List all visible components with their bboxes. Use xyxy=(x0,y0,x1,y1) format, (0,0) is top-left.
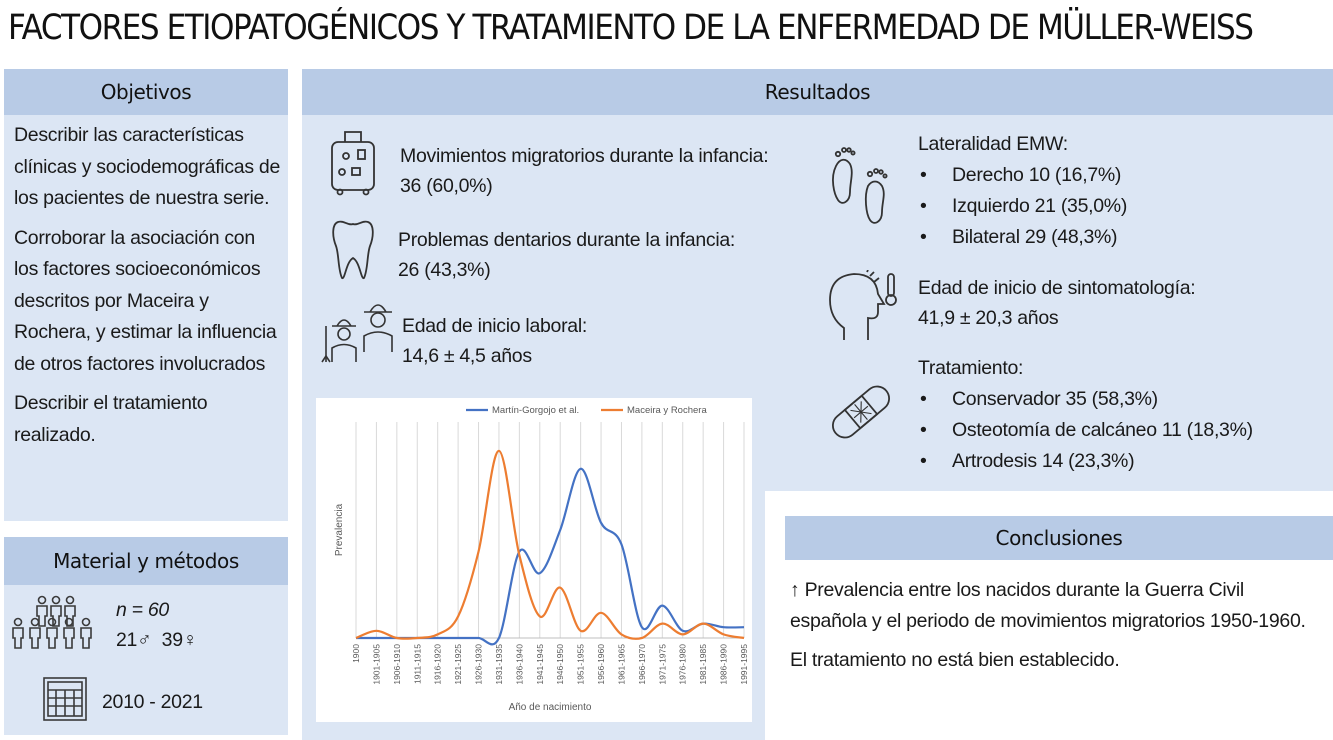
x-tick-label: 1921-1925 xyxy=(453,644,464,685)
objetivos-header: Objetivos xyxy=(4,69,288,115)
dental-label: Problemas dentarios durante la infancia: xyxy=(398,229,736,251)
x-tick-label: 1991-1995 xyxy=(739,644,749,685)
lateralidad-item: • Derecho 10 (16,7%) xyxy=(918,160,1127,191)
x-axis-title: Año de nacimiento xyxy=(508,702,592,713)
series-line-martin-gorgojo xyxy=(356,469,744,645)
lateralidad-label: Lateralidad EMW: xyxy=(918,133,1068,155)
x-tick-label: 1900 xyxy=(351,644,361,663)
study-period: 2010 - 2021 xyxy=(102,691,203,713)
x-tick-label: 1976-1980 xyxy=(677,644,688,685)
dental-value: 26 (43,3%) xyxy=(398,259,491,281)
x-tick-label: 1926-1930 xyxy=(473,644,484,685)
resultados-header: Resultados xyxy=(302,69,1333,115)
legend-label: Maceira y Rochera xyxy=(627,405,707,416)
migracion-label: Movimientos migratorios durante la infancia: xyxy=(400,145,769,167)
conclusiones-text xyxy=(790,575,1320,684)
x-tick-label: 1951-1955 xyxy=(575,644,586,685)
people-icon xyxy=(10,594,100,650)
tratamiento-item: • Artrodesis 14 (23,3%) xyxy=(918,446,1253,477)
calendar-icon xyxy=(42,676,88,722)
footprints-icon xyxy=(828,142,890,228)
prevalence-chart xyxy=(316,398,752,722)
lateralidad-block xyxy=(918,130,1127,253)
head-thermometer-icon xyxy=(826,270,902,342)
tratamiento-block xyxy=(918,354,1253,477)
x-tick-label: 1986-1990 xyxy=(718,644,729,685)
sex-distribution: 21♂ 39♀ xyxy=(116,629,198,651)
x-tick-label: 1966-1970 xyxy=(636,644,647,685)
y-axis-title: Prevalencia xyxy=(334,503,345,557)
migracion-value: 36 (60,0%) xyxy=(400,175,493,197)
x-tick-label: 1961-1965 xyxy=(616,644,627,685)
objetivo-3: Describir el tratamiento realizado. xyxy=(14,392,208,446)
series-line-maceira-rochera xyxy=(356,451,744,639)
bandage-icon xyxy=(826,380,896,444)
tratamiento-label: Tratamiento: xyxy=(918,357,1024,379)
laboral-value: 14,6 ± 4,5 años xyxy=(402,345,532,367)
x-tick-label: 1946-1950 xyxy=(555,644,566,685)
x-tick-label: 1916-1920 xyxy=(432,644,443,685)
objetivos-text xyxy=(14,120,284,459)
conclusiones-header: Conclusiones xyxy=(785,516,1333,560)
x-tick-label: 1971-1975 xyxy=(657,644,668,685)
x-tick-label: 1936-1940 xyxy=(514,644,525,685)
x-tick-label: 1911-1915 xyxy=(412,644,423,685)
lateralidad-item: • Bilateral 29 (48,3%) xyxy=(918,222,1127,253)
sample-size: n = 60 xyxy=(116,599,169,621)
prevalence-chart-svg xyxy=(316,398,752,722)
objetivo-1: Describir las características clínicas y sociodemográficas de los pacientes de nuestra serie. xyxy=(14,124,280,209)
x-tick-label: 1901-1905 xyxy=(371,644,382,685)
x-tick-label: 1956-1960 xyxy=(596,644,607,685)
lateralidad-item: • Izquierdo 21 (35,0%) xyxy=(918,191,1127,222)
suitcase-icon xyxy=(328,128,378,196)
conclusion-2: El tratamiento no está bien establecido. xyxy=(790,649,1120,671)
sintomas-label: Edad de inicio de sintomatología: xyxy=(918,277,1196,299)
farmers-icon xyxy=(320,296,400,366)
conclusion-1: ↑ Prevalencia entre los nacidos durante la Guerra Civil española y el periodo de movimientos migratorios 1950-1960. xyxy=(790,579,1306,632)
material-header: Material y métodos xyxy=(4,537,288,585)
x-tick-label: 1941-1945 xyxy=(534,644,545,685)
tratamiento-item: • Osteotomía de calcáneo 11 (18,3%) xyxy=(918,415,1253,446)
x-tick-label: 1906-1910 xyxy=(391,644,402,685)
x-tick-label: 1931-1935 xyxy=(493,644,504,685)
x-tick-label: 1981-1985 xyxy=(698,644,709,685)
laboral-label: Edad de inicio laboral: xyxy=(402,315,587,337)
objetivo-2: Corroborar la asociación con los factores socioeconómicos descritos por Maceira y Rochera, y estimar la influencia de otros factores involucrados xyxy=(14,226,277,375)
tooth-icon xyxy=(330,218,376,282)
sintomas-value: 41,9 ± 20,3 años xyxy=(918,307,1059,329)
legend-label: Martín-Gorgojo et al. xyxy=(492,405,580,416)
poster-title: FACTORES ETIOPATOGÉNICOS Y TRATAMIENTO DE LA ENFERMEDAD DE MÜLLER-WEISS xyxy=(8,8,1253,48)
tratamiento-item: • Conservador 35 (58,3%) xyxy=(918,384,1253,415)
